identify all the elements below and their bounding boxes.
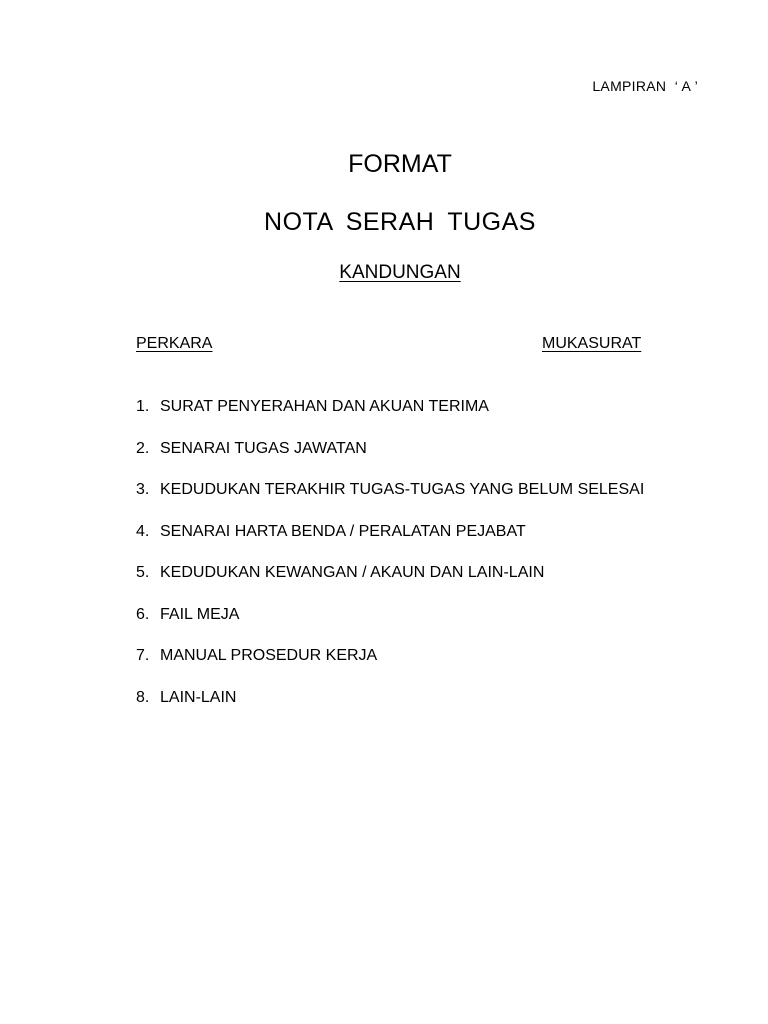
item-text: SENARAI TUGAS JAWATAN (160, 439, 367, 457)
item-text: MANUAL PROSEDUR KERJA (160, 647, 378, 664)
item-number: 2. (136, 439, 150, 457)
item-number: 5. (136, 564, 150, 581)
list-item (136, 604, 644, 646)
item-number: 1. (136, 398, 150, 415)
list-item (136, 645, 644, 687)
item-text: SURAT PENYERAHAN DAN AKUAN TERIMA (160, 398, 489, 415)
contents-heading: KANDUNGAN (339, 262, 461, 283)
item-number: 4. (136, 522, 150, 540)
item-text: KEDUDUKAN TERAKHIR TUGAS-TUGAS YANG BELUM SELESAI (160, 481, 645, 498)
lampiran-label: LAMPIRAN ‘ A ’ (592, 78, 698, 94)
document-title: FORMAT (348, 150, 452, 178)
list-item (136, 687, 644, 729)
item-number: 6. (136, 605, 150, 623)
column-header-mukasurat: MUKASURAT (542, 335, 642, 352)
item-number: 8. (136, 688, 150, 706)
list-item (136, 562, 644, 604)
document-subtitle: NOTA SERAH TUGAS (264, 208, 536, 236)
list-item (136, 521, 644, 563)
item-number: 3. (136, 481, 150, 498)
item-text: KEDUDUKAN KEWANGAN / AKAUN DAN LAIN-LAIN (160, 564, 545, 581)
list-item (136, 479, 644, 521)
list-item (136, 438, 644, 480)
contents-list (136, 396, 644, 728)
item-text: FAIL MEJA (160, 605, 240, 623)
item-text: SENARAI HARTA BENDA / PERALATAN PEJABAT (160, 522, 526, 540)
column-header-perkara: PERKARA (136, 335, 213, 352)
item-number: 7. (136, 647, 150, 664)
list-item (136, 396, 644, 438)
item-text: LAIN-LAIN (160, 688, 237, 706)
